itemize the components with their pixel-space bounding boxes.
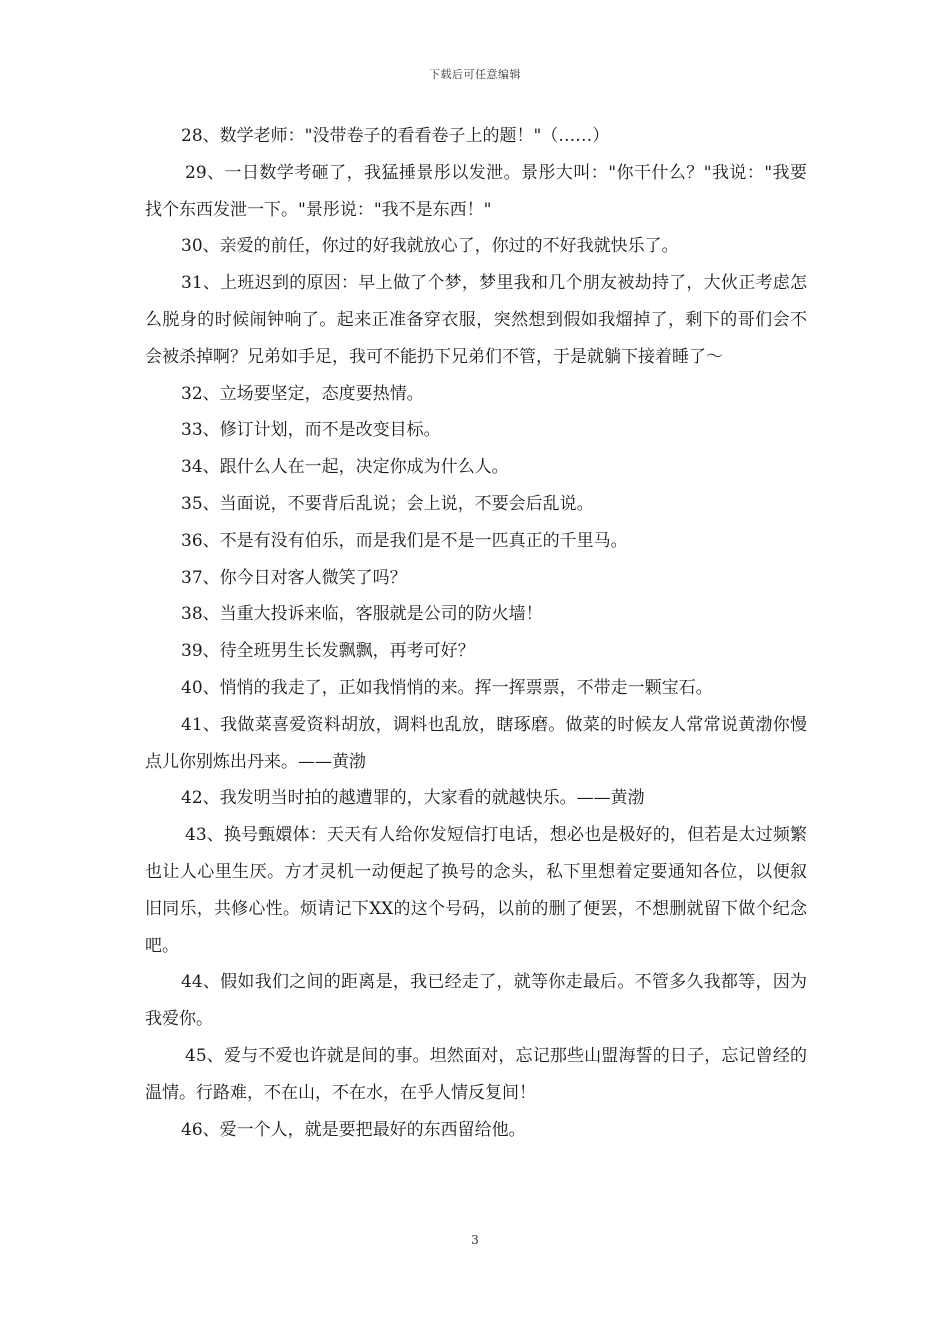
paragraph-28: 28、数学老师："没带卷子的看看卷子上的题！"（……） xyxy=(181,126,610,146)
page-header: 下载后可任意编辑 xyxy=(429,68,521,81)
paragraph-35: 35、当面说，不要背后乱说；会上说，不要会后乱说。 xyxy=(181,493,594,514)
paragraph-41: 41、我做菜喜爱资料胡放，调料也乱放，瞎琢磨。做菜的时候友人常常说黄渤你慢点儿你别炼出丹来。——黄渤 xyxy=(145,714,807,772)
paragraph-29: 29、一日数学考砸了，我猛捶景彤以发泄。景彤大叫："你干什么？"我说："我要找个东西发泄一下。"景彤说："我不是东西！" xyxy=(145,162,807,220)
paragraph-33: 33、修订计划，而不是改变目标。 xyxy=(181,420,441,441)
paragraph-45: 45、爱与不爱也许就是间的事。坦然面对，忘记那些山盟海誓的日子，忘记曾经的温情。行路难，不在山，不在水，在乎人情反复间！ xyxy=(145,1045,807,1103)
page-number: 3 xyxy=(471,1233,479,1247)
paragraph-39: 39、待全班男生长发飘飘，再考可好？ xyxy=(181,641,475,662)
paragraph-38: 38、当重大投诉来临，客服就是公司的防火墙！ xyxy=(181,604,543,625)
document-body xyxy=(145,118,807,1148)
paragraph-44: 44、假如我们之间的距离是，我已经走了，就等你走最后。不管多久我都等，因为我爱你。 xyxy=(145,972,807,1030)
paragraph-32: 32、立场要坚定，态度要热情。 xyxy=(181,383,424,404)
paragraph-43: 43、换号甄嬛体：天天有人给你发短信打电话，想必也是极好的，但若是太过频繁也让人心里生厌。方才灵机一动便起了换号的念头，私下里想着定要通知各位，以便叙旧同乐，共修心性。烦请记下XX的这个号码，以前的删了便罢，不想删就留下做个纪念吧。 xyxy=(145,825,807,956)
paragraph-31: 31、上班迟到的原因：早上做了个梦，梦里我和几个朋友被劫持了，大伙正考虑怎么脱身的时候闹钟响了。起来正准备穿衣服，突然想到假如我熘掉了，剩下的哥们会不会被杀掉啊？兄弟如手足，我可不能扔下兄弟们不管，于是就躺下接着睡了～ xyxy=(145,273,807,367)
paragraph-37: 37、你今日对客人微笑了吗？ xyxy=(181,567,407,588)
paragraph-40: 40、悄悄的我走了，正如我悄悄的来。挥一挥票票，不带走一颗宝石。 xyxy=(181,677,713,698)
paragraph-46: 46、爱一个人，就是要把最好的东西留给他。 xyxy=(181,1119,526,1140)
paragraph-42: 42、我发明当时拍的越遭罪的，大家看的就越快乐。——黄渤 xyxy=(181,788,645,809)
paragraph-34: 34、跟什么人在一起，决定你成为什么人。 xyxy=(181,457,509,478)
paragraph-30: 30、亲爱的前任，你过的好我就放心了，你过的不好我就快乐了。 xyxy=(181,236,679,257)
paragraph-36: 36、不是有没有伯乐，而是我们是不是一匹真正的千里马。 xyxy=(181,530,628,551)
